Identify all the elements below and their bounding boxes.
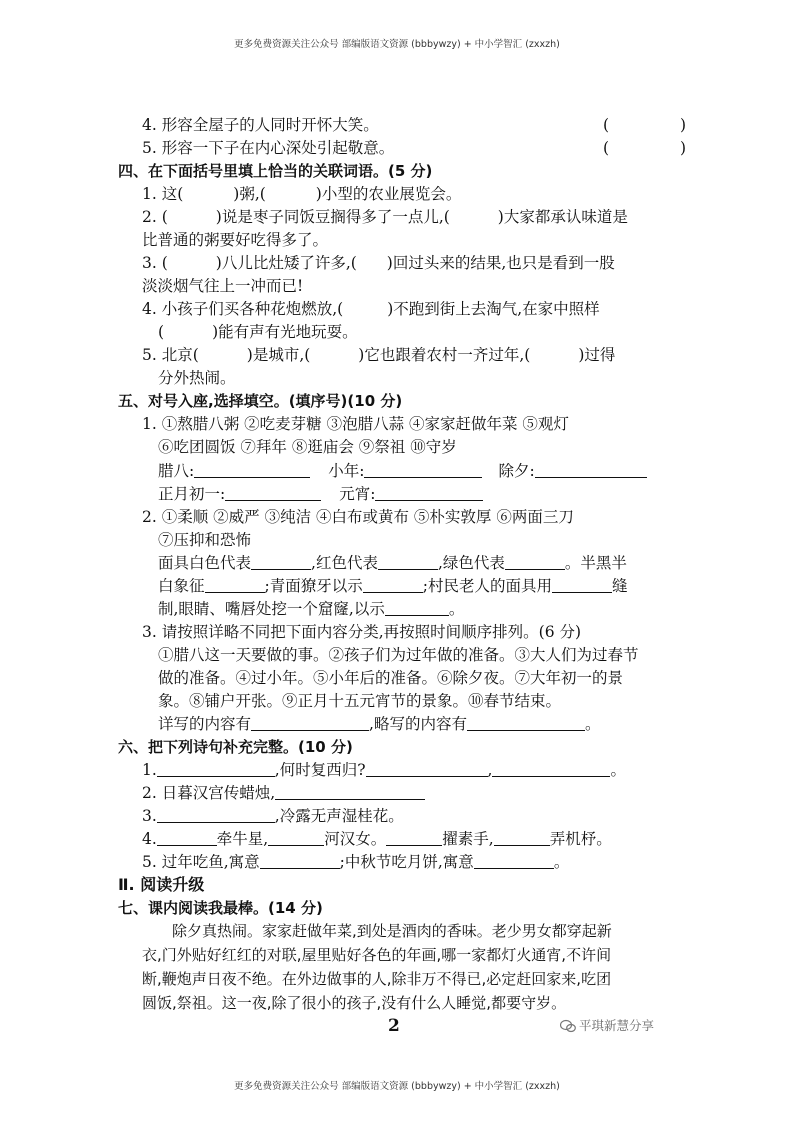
section-5-title: 五、对号入座,选择填空。(填序号)(10 分) xyxy=(118,392,403,410)
poem-line-2: 2. 日暮汉宫传蜡烛, xyxy=(142,782,425,804)
poem-line-3: 3. ,冷露无声湿桂花。 xyxy=(142,807,404,825)
sec5-q3-items-a: ①腊八这一天要做的事。②孩子们为过年做的准备。③大人们为过春节 xyxy=(158,646,639,664)
answer-blank[interactable] xyxy=(378,554,438,570)
section-7-title: 七、课内阅读我最棒。(14 分) xyxy=(118,899,323,917)
answer-blank[interactable] xyxy=(275,784,425,800)
page-header: 更多免费资源关注公众号 部编版语文资源 (bbbywzy) + 中小学智汇 (zxxzh) xyxy=(234,39,560,50)
sec4-line-4b: ( )能有声有光地玩耍。 xyxy=(158,323,358,341)
sec5-q3-answer: 详写的内容有 ,略写的内容有 。 xyxy=(158,715,601,733)
sec4-line-3: 3. ( )八儿比灶矮了许多,( )回过头来的结果,也只是看到一股 xyxy=(142,254,615,272)
poem-line-4: 4. 牵牛星, 河汉女。 擢素手, 弄机杼。 xyxy=(142,830,612,848)
sec5-q3-prompt: 3. 请按照详略不同把下面内容分类,再按照时间顺序排列。(6 分) xyxy=(142,623,582,641)
poem-line-1: 1. ,何时复西归? , 。 xyxy=(142,761,626,779)
answer-blank[interactable] xyxy=(385,600,449,616)
sec4-line-4: 4. 小孩子们买各种花炮燃放,( )不跑到街上去淘气,在家中照样 xyxy=(142,300,600,318)
page-footer: 更多免费资源关注公众号 部编版语文资源 (bbbywzy) + 中小学智汇 (zxxzh) xyxy=(234,1081,560,1092)
sec5-q1-options-a: 1. ①熬腊八粥 ②吃麦芽糖 ③泡腊八蒜 ④家家赶做年菜 ⑤观灯 xyxy=(142,415,569,433)
answer-blank[interactable] xyxy=(157,807,275,823)
reading-paragraph-line-2: 衣,门外贴好红红的对联,屋里贴好各色的年画,哪一家都灯火通宵,不许间 xyxy=(142,946,612,964)
sec5-q3-items-c: 象。⑧铺户开张。⑨正月十五元宵节的景象。⑩春节结束。 xyxy=(158,692,562,710)
sec5-q1-options-b: ⑥吃团圆饭 ⑦拜年 ⑧逛庙会 ⑨祭祖 ⑩守岁 xyxy=(158,438,457,456)
answer-blank[interactable] xyxy=(505,554,565,570)
answer-paren-4-open[interactable]: ( xyxy=(603,116,610,134)
answer-blank[interactable] xyxy=(474,853,554,869)
part-2-title: Ⅱ. 阅读升级 xyxy=(118,875,205,894)
watermark: 平琪新慧分享 xyxy=(560,1016,654,1034)
answer-blank-chuxi[interactable] xyxy=(535,462,647,478)
sec4-line-3b: 淡淡烟气往上一冲而已! xyxy=(142,277,304,295)
sec5-q2-options-a: 2. ①柔顺 ②威严 ③纯洁 ④白布或黄布 ⑤朴实敦厚 ⑥两面三刀 xyxy=(142,508,574,526)
reading-paragraph-line-3: 断,鞭炮声日夜不绝。在外边做事的人,除非万不得已,必定赶回家来,吃团 xyxy=(142,970,612,988)
wechat-icon xyxy=(560,1019,576,1033)
answer-blank[interactable] xyxy=(157,830,217,846)
sec4-line-2b: 比普通的粥要好吃得多了。 xyxy=(142,231,329,249)
answer-blank-xiaonian[interactable] xyxy=(364,462,482,478)
q3-item-4: 4. 形容全屋子的人同时开怀大笑。 xyxy=(142,116,379,134)
answer-blank[interactable] xyxy=(492,761,610,777)
answer-blank[interactable] xyxy=(205,577,265,593)
answer-blank-yuanxiao[interactable] xyxy=(375,485,483,501)
answer-blank[interactable] xyxy=(260,853,340,869)
reading-paragraph-line-1: 除夕真热闹。家家赶做年菜,到处是酒肉的香味。老少男女都穿起新 xyxy=(172,922,612,940)
sec5-q2-line-3: 制,眼睛、嘴唇处挖一个窟窿,以示 。 xyxy=(158,600,465,618)
answer-blank[interactable] xyxy=(366,761,488,777)
section-6-title: 六、把下列诗句补充完整。(10 分) xyxy=(118,738,353,756)
sec5-q1-answers-2: 正月初一: 元宵: xyxy=(158,483,483,505)
answer-blank[interactable] xyxy=(386,830,442,846)
sec5-q2-line-1: 面具白色代表 ,红色代表 ,绿色代表 。半黑半 xyxy=(158,554,627,572)
answer-blank[interactable] xyxy=(363,577,423,593)
answer-paren-5-close: ) xyxy=(680,139,687,157)
answer-blank[interactable] xyxy=(268,830,324,846)
answer-blank[interactable] xyxy=(157,761,275,777)
answer-blank[interactable] xyxy=(251,554,311,570)
reading-paragraph-line-4: 圆饭,祭祖。这一夜,除了很小的孩子,没有什么人睡觉,都要守岁。 xyxy=(142,994,567,1012)
sec4-line-5: 5. 北京( )是城市,( )它也跟着农村一齐过年,( )过得 xyxy=(142,346,616,364)
answer-paren-4-close: ) xyxy=(680,116,687,134)
sec4-line-1: 1. 这( )粥,( )小型的农业展览会。 xyxy=(142,185,462,203)
answer-blank-laba[interactable] xyxy=(194,462,310,478)
sec5-q3-items-b: 做的准备。④过小年。⑤小年后的准备。⑥除夕夜。⑦大年初一的景 xyxy=(158,669,624,687)
sec5-q1-answers-1: 腊八: 小年: 除夕: xyxy=(158,460,647,482)
sec5-q2-options-b: ⑦压抑和恐怖 xyxy=(158,531,252,549)
poem-line-5: 5. 过年吃鱼,寓意 ;中秋节吃月饼,寓意 。 xyxy=(142,853,570,871)
answer-blank[interactable] xyxy=(494,830,550,846)
sec5-q2-line-2: 白象征 ;青面獠牙以示 ;村民老人的面具用 缝 xyxy=(158,577,628,595)
answer-blank-brief[interactable] xyxy=(467,715,585,731)
answer-blank-detailed[interactable] xyxy=(251,715,369,731)
sec4-line-5b: 分外热闹。 xyxy=(158,369,236,387)
section-4-title: 四、在下面括号里填上恰当的关联词语。(5 分) xyxy=(118,162,433,180)
answer-blank[interactable] xyxy=(552,577,612,593)
answer-blank-chuyi[interactable] xyxy=(225,485,321,501)
answer-paren-5-open[interactable]: ( xyxy=(603,139,610,157)
sec4-line-2: 2. ( )说是枣子同饭豆搁得多了一点儿,( )大家都承认味道是 xyxy=(142,208,628,226)
page-number: 2 xyxy=(388,1016,400,1036)
q3-item-5: 5. 形容一下子在内心深处引起敬意。 xyxy=(142,139,395,157)
